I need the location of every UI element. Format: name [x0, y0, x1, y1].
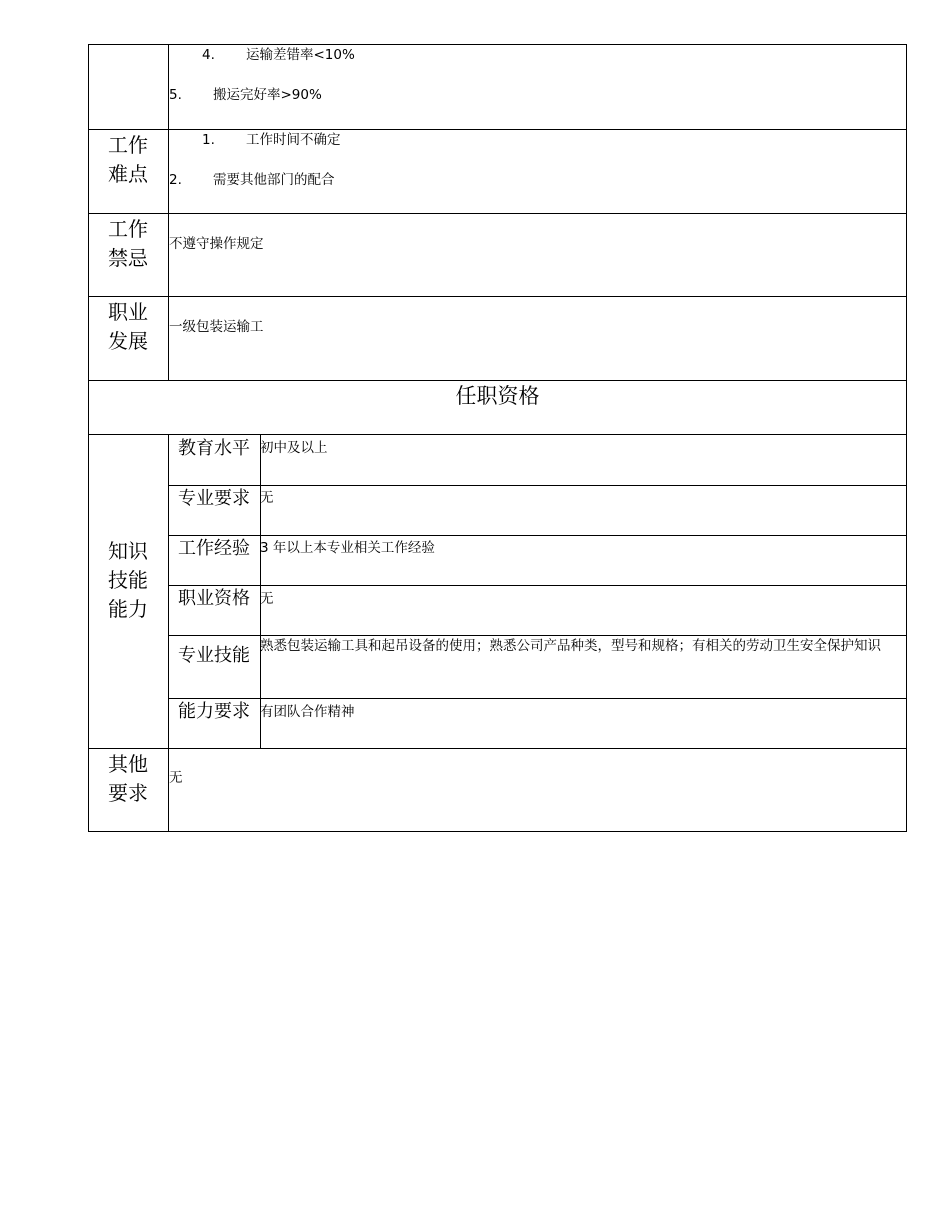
table-border-right [906, 44, 907, 832]
certification-value: 无 [260, 591, 274, 607]
row-divider [88, 434, 907, 435]
sub-label-professional-skills: 专业技能 [178, 645, 250, 666]
education-value: 初中及以上 [260, 440, 328, 456]
row-divider [88, 213, 907, 214]
row-label-other [88, 750, 168, 808]
table-border-top [88, 44, 907, 45]
label-line: 技能 [108, 568, 148, 592]
sub-row-divider [168, 635, 907, 636]
professional-skills-value: 熟悉包装运输工具和起吊设备的使用；熟悉公司产品种类，型号和规格；有相关的劳动卫生安全保护知识 [260, 638, 881, 654]
sub-label-education: 教育水平 [178, 438, 250, 459]
list-number: 4. [202, 47, 215, 63]
major-value: 无 [260, 490, 274, 506]
list-number: 1. [202, 132, 215, 148]
label-line: 知识 [108, 539, 148, 563]
taboo-text: 不遵守操作规定 [169, 236, 264, 252]
row-divider [88, 748, 907, 749]
row-divider [88, 296, 907, 297]
list-number: 2. [169, 172, 182, 188]
label-line: 工作 [108, 217, 148, 241]
label-line: 禁忌 [108, 246, 148, 270]
sub-row-divider [168, 485, 907, 486]
other-text: 无 [169, 770, 183, 786]
sub-row-divider [168, 585, 907, 586]
sub-label-ability: 能力要求 [178, 701, 250, 722]
ability-value: 有团队合作精神 [260, 704, 355, 720]
row-label-difficulty [88, 131, 168, 189]
section-title: 任职资格 [455, 384, 540, 408]
sub-row-divider [168, 698, 907, 699]
list-item: 运输差错率<10% [246, 47, 355, 63]
sub-label-major: 专业要求 [178, 488, 250, 509]
row-label-career [88, 298, 168, 356]
label-line: 难点 [108, 162, 148, 186]
group-label-knowledge-skill-ability [88, 537, 168, 624]
experience-value: 3 年以上本专业相关工作经验 [260, 540, 435, 556]
row-divider [88, 129, 907, 130]
career-text: 一级包装运输工 [169, 319, 264, 335]
sub-row-divider [168, 535, 907, 536]
label-line: 工作 [108, 133, 148, 157]
list-item: 工作时间不确定 [246, 132, 341, 148]
label-line: 能力 [108, 597, 148, 621]
row-divider [88, 380, 907, 381]
table-border-bottom [88, 831, 907, 832]
label-line: 其他 [108, 752, 148, 776]
list-number: 5. [169, 87, 182, 103]
row-label-taboo [88, 215, 168, 273]
label-line: 要求 [108, 781, 148, 805]
label-line: 发展 [108, 329, 148, 353]
sub-label-experience: 工作经验 [178, 538, 250, 559]
list-item: 搬运完好率>90% [213, 87, 322, 103]
list-item: 需要其他部门的配合 [213, 172, 335, 188]
sub-label-certification: 职业资格 [178, 588, 250, 609]
label-line: 职业 [108, 300, 148, 324]
